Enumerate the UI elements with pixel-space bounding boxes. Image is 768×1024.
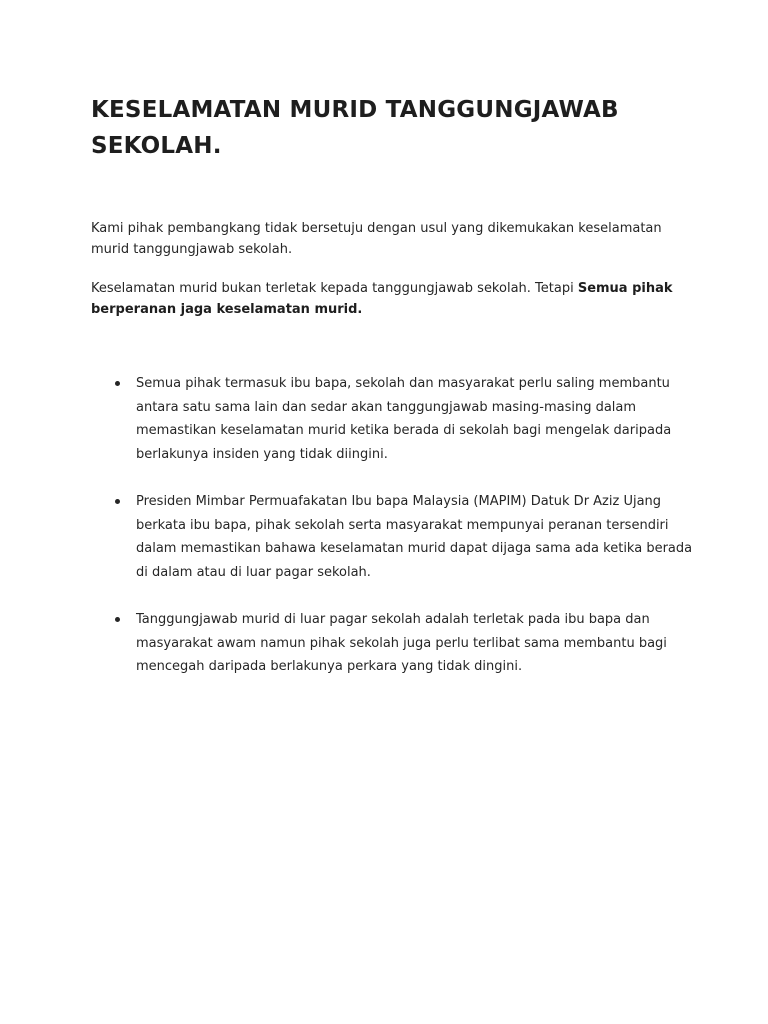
bullet-dot-icon bbox=[115, 499, 120, 504]
bullet-list bbox=[0, 372, 768, 703]
paragraph-stance-emphasis: Semua pihak berperanan jaga keselamatan murid. bbox=[91, 281, 673, 317]
bullet-dot-icon bbox=[115, 617, 120, 622]
paragraph-intro-text: Kami pihak pembangkang tidak bersetuju dengan usul yang dikemukakan keselamatan murid tanggungjawab sekolah. bbox=[91, 221, 662, 257]
bullet-text: Presiden Mimbar Permuafakatan Ibu bapa Malaysia (MAPIM) Datuk Dr Aziz Ujang berkata ibu bapa, pihak sekolah serta masyarakat mempunyai peranan tersendiri dalam memastikan bahawa keselamatan murid dapat dijaga sama ada ketika berada di dalam atau di luar pagar sekolah. bbox=[136, 494, 693, 580]
paragraph-stance-text: Keselamatan murid bukan terletak kepada tanggungjawab sekolah. Tetapi bbox=[91, 281, 578, 296]
bullet-item bbox=[0, 372, 768, 466]
document-title: KESELAMATAN MURID TANGGUNGJAWAB SEKOLAH. bbox=[91, 97, 619, 159]
paragraph-stance bbox=[91, 278, 691, 320]
bullet-text: Semua pihak termasuk ibu bapa, sekolah dan masyarakat perlu saling membantu antara satu sama lain dan sedar akan tanggungjawab masing-masing dalam memastikan keselamatan murid ketika berada di sekolah bagi mengelak daripada berlakunya insiden yang tidak diingini. bbox=[136, 376, 672, 462]
paragraph-intro bbox=[91, 218, 691, 260]
bullet-item bbox=[0, 490, 768, 584]
bullet-text: Tanggungjawab murid di luar pagar sekolah adalah terletak pada ibu bapa dan masyarakat awam namun pihak sekolah juga perlu terlibat sama membantu bagi mencegah daripada berlakunya perkara yang tidak dingini. bbox=[136, 612, 667, 674]
bullet-item bbox=[0, 608, 768, 679]
bullet-dot-icon bbox=[115, 381, 120, 386]
